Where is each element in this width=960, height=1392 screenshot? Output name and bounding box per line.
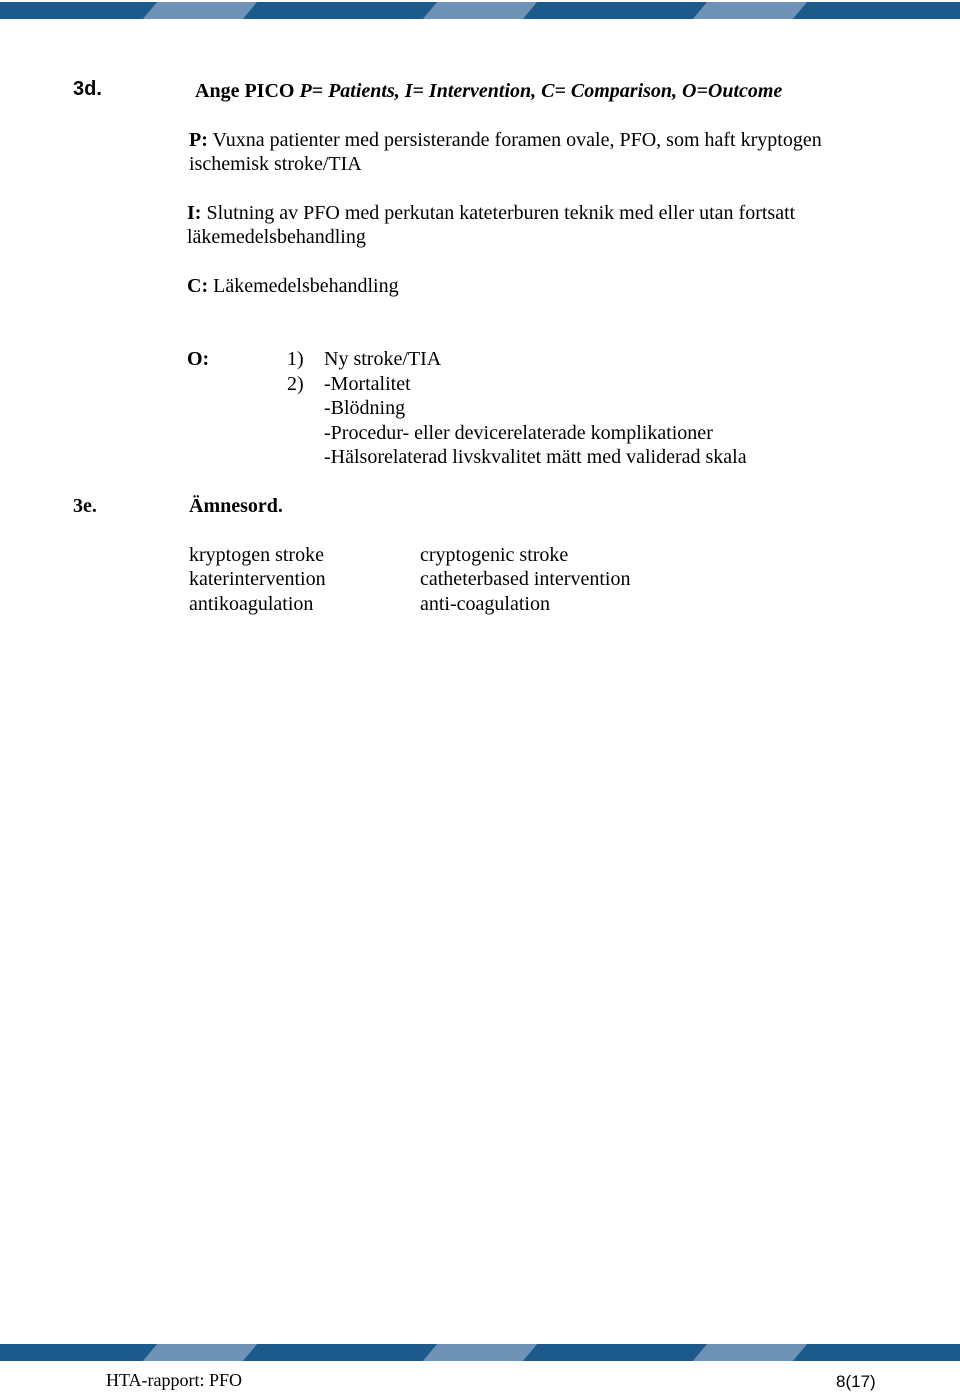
pico-o-label: O: — [187, 348, 210, 370]
footer-report-title: HTA-rapport: PFO — [106, 1370, 243, 1390]
pico-p-line1 — [189, 128, 822, 152]
keyword-english: cryptogenic stroke — [420, 544, 569, 566]
outcome-item1-text: Ny stroke/TIA — [324, 348, 442, 370]
pico-c-text: Läkemedelsbehandling — [213, 275, 399, 297]
pico-heading-definitions: P= Patients, I= Intervention, C= Comparison, O=Outcome — [299, 80, 783, 102]
keywords-heading: Ämnesord. — [189, 495, 283, 517]
pico-i-label: I: — [187, 202, 202, 224]
pico-heading — [195, 79, 782, 103]
keyword-swedish: katerintervention — [189, 568, 326, 590]
pico-i-line2: läkemedelsbehandling — [187, 226, 366, 248]
keyword-english: anti-coagulation — [420, 593, 550, 615]
outcome-item2-line: -Procedur- eller devicerelaterade komplikationer — [324, 422, 713, 444]
pico-p-label: P: — [189, 129, 208, 151]
header-band — [0, 2, 960, 19]
footer-band — [0, 1344, 960, 1361]
header-band-stripe — [423, 2, 537, 19]
footer-band-stripe — [143, 1344, 257, 1361]
outcome-item2-line: -Blödning — [324, 397, 406, 419]
footer-band-stripe — [693, 1344, 807, 1361]
pico-heading-prefix: Ange PICO — [195, 80, 295, 102]
header-band-stripe — [693, 2, 807, 19]
section-number-3e: 3e. — [73, 495, 97, 517]
pico-i-text: Slutning av PFO med perkutan kateterburen teknik med eller utan fortsatt — [206, 202, 796, 224]
header-band-stripe — [143, 2, 257, 19]
outcome-item2-line: -Mortalitet — [324, 373, 411, 395]
keyword-english: catheterbased intervention — [420, 568, 631, 590]
outcome-item2-number: 2) — [287, 373, 304, 395]
section-number-3d: 3d. — [73, 78, 102, 100]
pico-c-line — [187, 274, 399, 298]
pico-p-text: Vuxna patienter med persisterande foramen ovale, PFO, som haft kryptogen — [212, 129, 822, 151]
keyword-swedish: antikoagulation — [189, 593, 314, 615]
pico-i-line1 — [187, 201, 795, 225]
pico-c-label: C: — [187, 275, 209, 297]
page-number: 8(17) — [836, 1372, 876, 1391]
outcome-item1-number: 1) — [287, 348, 304, 370]
keyword-swedish: kryptogen stroke — [189, 544, 324, 566]
pico-p-line2: ischemisk stroke/TIA — [189, 153, 362, 175]
footer-band-stripe — [423, 1344, 537, 1361]
outcome-item2-line: -Hälsorelaterad livskvalitet mätt med validerad skala — [324, 446, 747, 468]
